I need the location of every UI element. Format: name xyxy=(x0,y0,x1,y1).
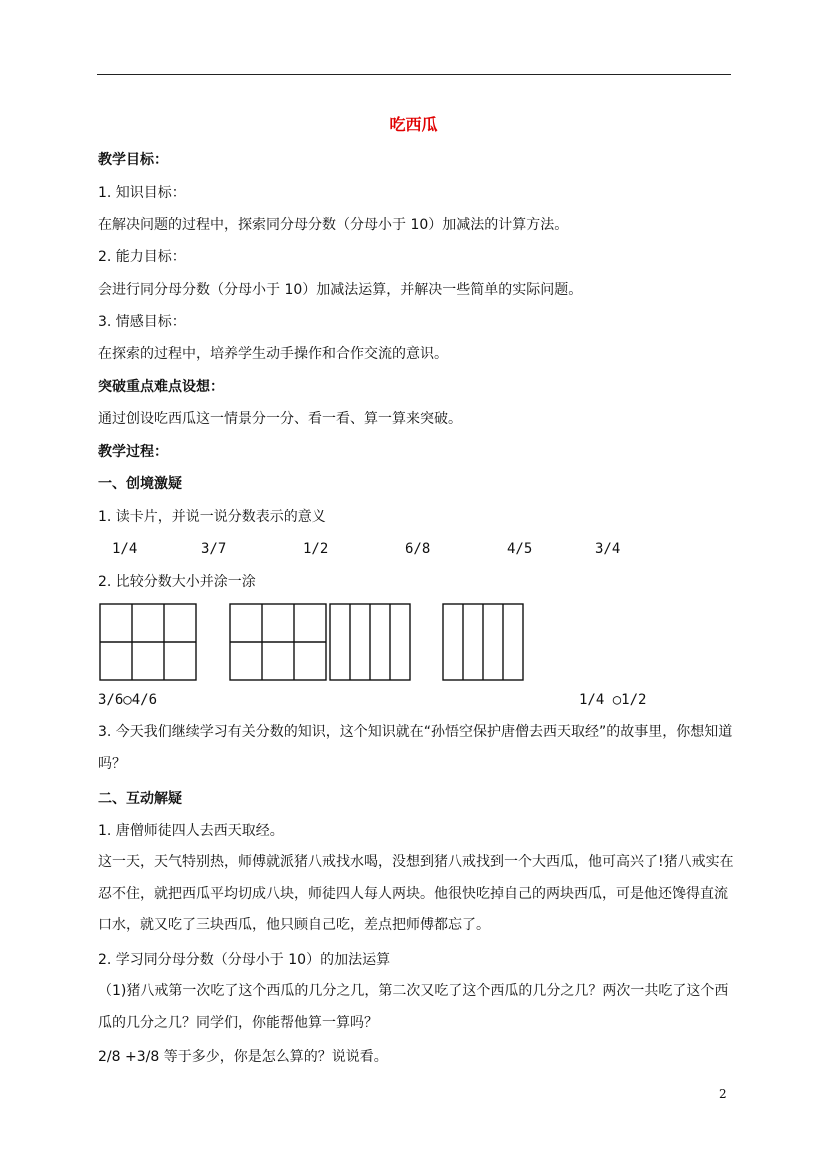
item1-2: 2. 比较分数大小并涂一涂 xyxy=(98,574,256,590)
section1-heading: 一、创境激疑 xyxy=(98,476,182,492)
goal3-text: 在探索的过程中，培养学生动手操作和合作交流的意识。 xyxy=(98,346,448,362)
item1-1: 1. 读卡片，并说一说分数表示的意义 xyxy=(98,509,326,525)
item2-2: 2. 学习同分母分数（分母小于 10）的加法运算 xyxy=(98,952,391,968)
item1-3: 3. 今天我们继续学习有关分数的知识，这个知识就在“孙悟空保护唐僧去西天取经”的故事里，你想知道吗？ xyxy=(98,724,733,772)
fraction-card: 1/2 xyxy=(303,541,329,557)
strip-four-parts xyxy=(330,604,410,680)
section2-heading: 二、互动解疑 xyxy=(98,791,182,807)
key-heading: 突破重点难点设想： xyxy=(98,379,224,395)
fraction-card: 6/8 xyxy=(405,541,431,557)
grid-six-parts-a xyxy=(100,604,196,680)
fraction-card: 4/5 xyxy=(507,541,533,557)
process-heading: 教学过程： xyxy=(98,444,168,460)
goal1-label: 1. 知识目标： xyxy=(98,185,186,201)
fraction-grids-figure xyxy=(98,602,538,682)
grid-six-parts-b xyxy=(230,604,326,680)
page-title: 吃西瓜 xyxy=(389,115,438,134)
goal1-text: 在解决问题的过程中，探索同分母分数（分母小于 10）加减法的计算方法。 xyxy=(98,217,569,233)
page-number: 2 xyxy=(719,1087,727,1101)
compare-right: 1/4 ○1/2 xyxy=(579,692,647,708)
compare-left: 3/6○4/6 xyxy=(98,692,158,708)
goals-heading: 教学目标： xyxy=(98,152,168,168)
item2-1: 1. 唐僧师徒四人去西天取经。 xyxy=(98,823,284,839)
story-text: 这一天，天气特别热，师傅就派猪八戒找水喝，没想到猪八戒找到一个大西瓜，他可高兴了!猪八戒实在忍不住，就把西瓜平均切成八块，师徒四人每人两块。他很快吃掉自己的两块西瓜，可是他还馋得直流口水，就又吃了三块西瓜，他只顾自己吃，差点把师傅都忘了。 xyxy=(98,854,734,933)
goal2-label: 2. 能力目标： xyxy=(98,249,186,265)
fraction-card: 1/4 xyxy=(112,541,138,557)
goal2-text: 会进行同分母分数（分母小于 10）加减法运算，并解决一些简单的实际问题。 xyxy=(98,282,583,298)
fraction-card: 3/7 xyxy=(201,541,227,557)
question-text: （1)猪八戒第一次吃了这个西瓜的几分之几，第二次又吃了这个西瓜的几分之几？两次一共吃了这个西瓜的几分之几？同学们，你能帮他算一算吗？ xyxy=(98,983,729,1031)
calc-text: 2/8 +3/8 等于多少，你是怎么算的？说说看。 xyxy=(98,1049,388,1065)
fraction-card: 3/4 xyxy=(595,541,621,557)
goal3-label: 3. 情感目标： xyxy=(98,314,186,330)
key-text: 通过创设吃西瓜这一情景分一分、看一看、算一算来突破。 xyxy=(98,411,462,427)
strip-four-parts-b xyxy=(443,604,523,680)
header-rule xyxy=(97,74,731,75)
